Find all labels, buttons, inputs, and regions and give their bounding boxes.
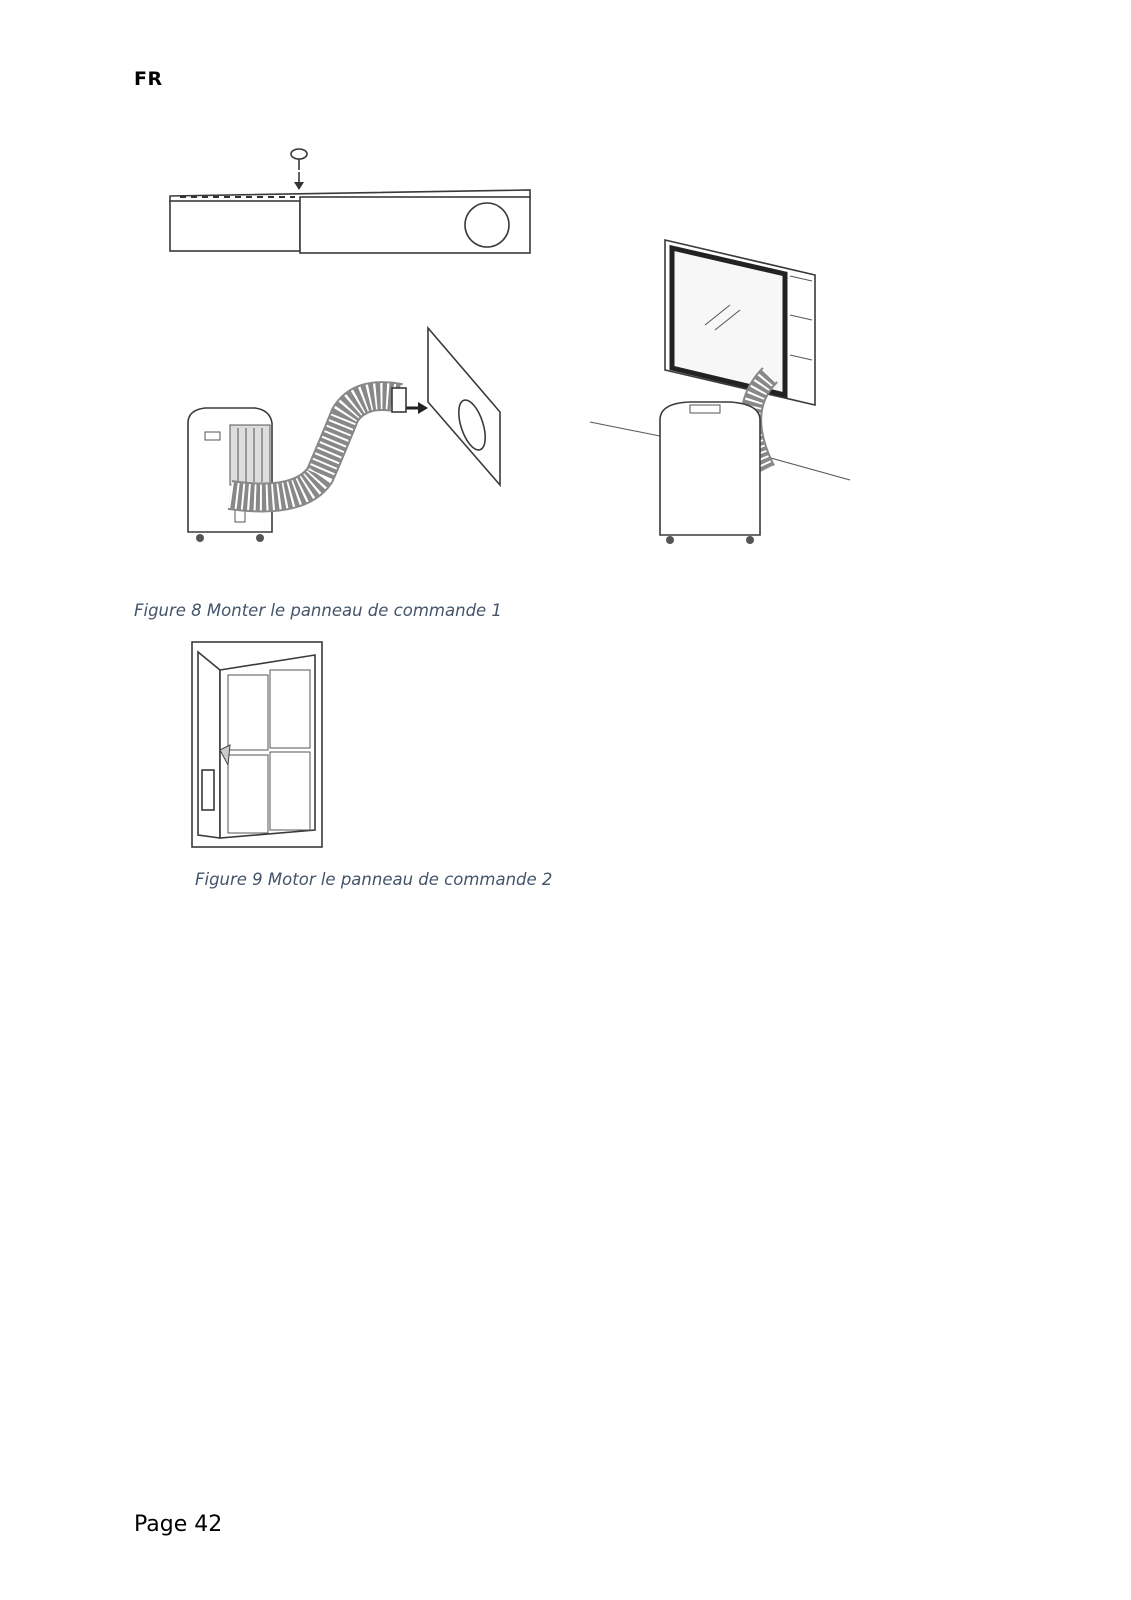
hose-adapter-panel [405,328,500,485]
figure-9-caption: Figure 9 Motor le panneau de commande 2 [195,870,553,889]
portable-ac-unit [188,408,272,542]
screw-icon [291,149,307,190]
figure-9-illustration [190,640,330,860]
figure-8-illustration [160,140,880,560]
window-slider-panel [170,190,530,253]
language-label: FR [134,68,163,90]
window-installation-scene [590,240,850,544]
page-number: Page 42 [134,1512,223,1537]
figure-8-caption: Figure 8 Monter le panneau de commande 1 [134,601,502,620]
